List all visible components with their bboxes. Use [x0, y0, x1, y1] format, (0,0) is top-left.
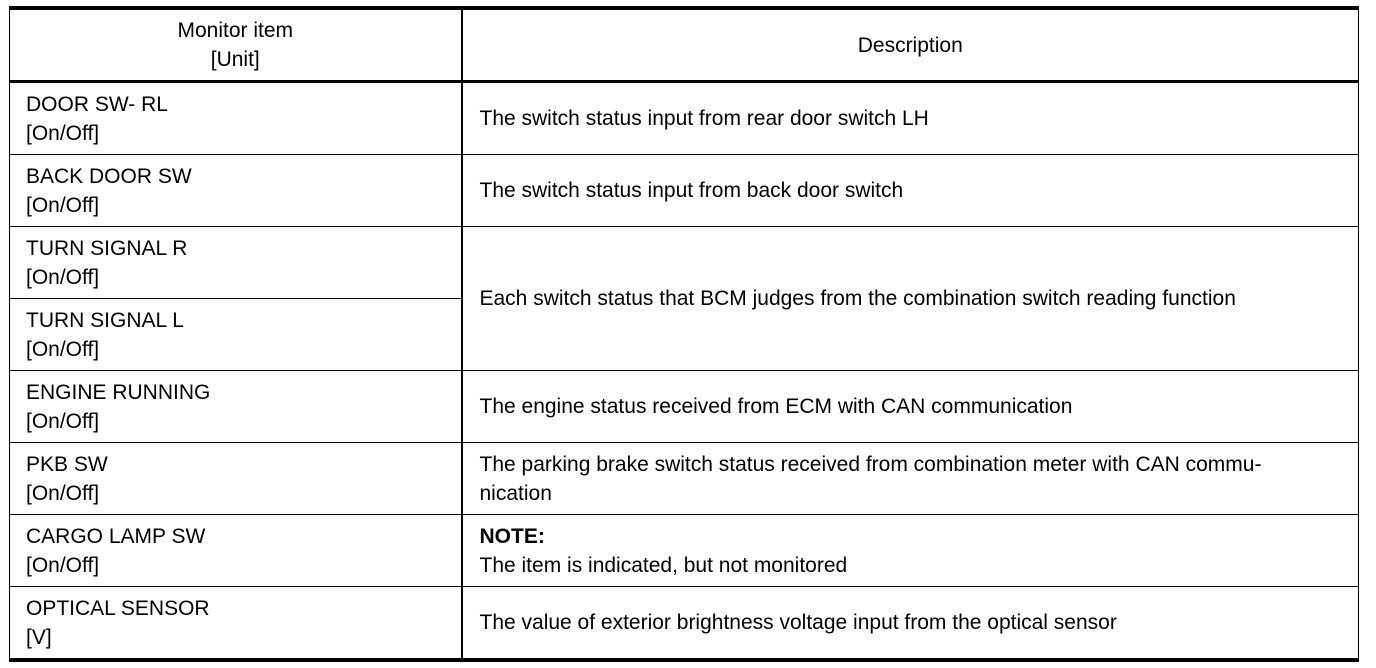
- column-header-description: [462, 8, 1359, 82]
- column-header-unit-label: [Unit]: [210, 48, 260, 71]
- table-row: [10, 227, 1359, 299]
- column-header-monitor-item: [10, 8, 462, 82]
- monitor-item-cell: [10, 443, 462, 515]
- monitor-item-cell: [10, 155, 462, 227]
- description-cell: [462, 515, 1359, 587]
- description-cell: [462, 371, 1359, 443]
- table-row: [10, 443, 1359, 515]
- table-row: [10, 515, 1359, 587]
- description-cell: [462, 587, 1359, 661]
- monitor-item-unit: [On/Off]: [26, 265, 100, 289]
- monitor-item-name: TURN SIGNAL R: [26, 236, 188, 260]
- monitor-item-name: ENGINE RUNNING: [26, 380, 211, 404]
- monitor-item-unit: [V]: [26, 625, 52, 649]
- table-row: [10, 587, 1359, 661]
- description-text: The switch status input from rear door switch LH: [479, 107, 929, 130]
- description-cell: [462, 155, 1359, 227]
- monitor-item-unit: [On/Off]: [26, 409, 100, 433]
- monitor-item-cell: [10, 299, 462, 371]
- monitor-item-name: DOOR SW- RL: [26, 92, 168, 116]
- monitor-item-unit: [On/Off]: [26, 337, 100, 361]
- table-row: [10, 82, 1359, 155]
- monitor-item-table: [9, 6, 1359, 662]
- monitor-item-name: TURN SIGNAL L: [26, 308, 184, 332]
- monitor-item-cell: [10, 515, 462, 587]
- monitor-item-name: OPTICAL SENSOR: [26, 596, 210, 620]
- description-text: The switch status input from back door switch: [479, 179, 904, 202]
- monitor-item-unit: [On/Off]: [26, 481, 100, 505]
- description-text: The value of exterior brightness voltage input from the optical sensor: [479, 611, 1117, 634]
- monitor-item-unit: [On/Off]: [26, 553, 100, 577]
- monitor-item-unit: [On/Off]: [26, 121, 100, 145]
- table-header-row: [10, 8, 1359, 82]
- monitor-item-unit: [On/Off]: [26, 193, 100, 217]
- description-cell: [462, 443, 1359, 515]
- note-text: The item is indicated, but not monitored: [479, 553, 848, 577]
- monitor-item-name: PKB SW: [26, 452, 108, 476]
- monitor-item-cell: [10, 371, 462, 443]
- table-row: [10, 371, 1359, 443]
- column-header-monitor-item-label: Monitor item: [177, 19, 294, 42]
- description-text-line2: nication: [479, 481, 552, 505]
- note-label: NOTE:: [479, 524, 545, 548]
- table-row: [10, 155, 1359, 227]
- description-cell: [462, 227, 1359, 371]
- description-cell: [462, 82, 1359, 155]
- description-text-line1: The parking brake switch status received from combination meter with CAN commu-: [479, 452, 1262, 476]
- monitor-item-cell: [10, 587, 462, 661]
- monitor-item-name: BACK DOOR SW: [26, 164, 192, 188]
- column-header-description-label: Description: [857, 33, 963, 57]
- monitor-item-name: CARGO LAMP SW: [26, 524, 206, 548]
- description-text: Each switch status that BCM judges from the combination switch reading function: [479, 287, 1236, 310]
- description-text: The engine status received from ECM with CAN communication: [479, 395, 1073, 418]
- monitor-item-cell: [10, 82, 462, 155]
- monitor-item-cell: [10, 227, 462, 299]
